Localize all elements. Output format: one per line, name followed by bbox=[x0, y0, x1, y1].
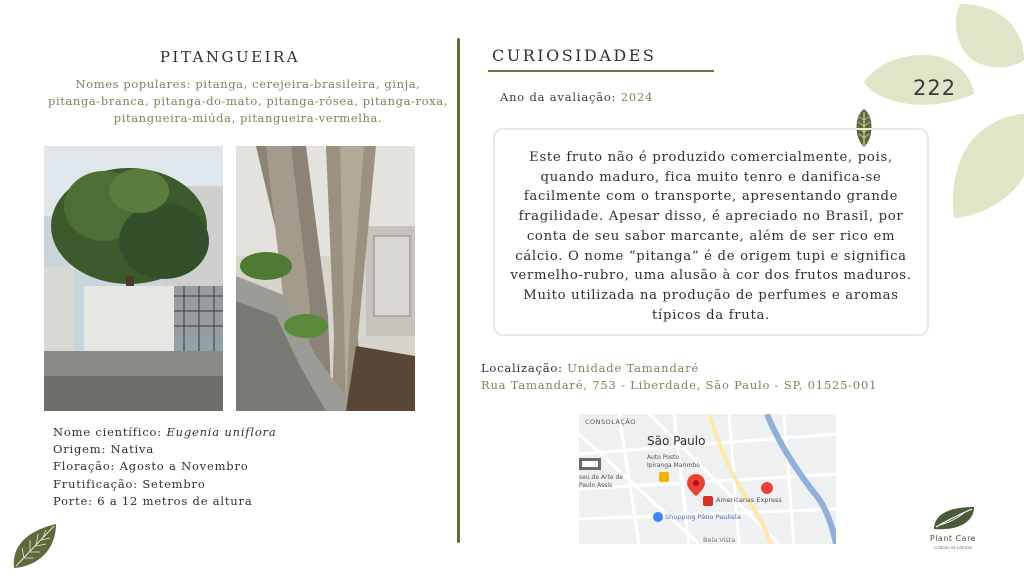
map-poi-museum-line1: seu de Arte de bbox=[579, 474, 623, 481]
map-poi-fuel bbox=[647, 454, 700, 470]
map-poi-fuel-line2: Ipiranga Marimbo bbox=[647, 462, 700, 469]
location-unit: Unidade Tamandaré bbox=[567, 361, 700, 375]
map-poi-museum bbox=[579, 474, 623, 490]
curiosities-text: Este fruto não é produzido comercialmente, pois, quando maduro, fica muito tenro e danifica-se facilmente com o transporte, apresentando grande fragilidade. Apesar disso, é apreciado no Brasil, por conta de seu sabor marcante, além de ser rico em cálcio. O nome “pitanga” é de origem tupi e significa vermelho-rubro, uma alusão à cor dos frutos maduros. Muito utilizada na produção de perfumes e aromas típicos da fruta. bbox=[510, 150, 912, 323]
location-address: Rua Tamandaré, 753 - Liberdade, São Paulo - SP, 01525-001 bbox=[481, 378, 878, 392]
trunk-photo bbox=[236, 146, 415, 411]
map-poi-neighborhood: Bela Vista bbox=[703, 536, 736, 544]
location-block bbox=[481, 360, 877, 394]
scientific-name-value: Eugenia uniflora bbox=[166, 425, 277, 439]
plant-title: PITANGUEIRA bbox=[159, 48, 301, 66]
evaluation-year-value: 2024 bbox=[620, 90, 654, 104]
scientific-name-row bbox=[53, 424, 277, 441]
map-poi-store: Americanas Express bbox=[716, 496, 782, 504]
location-line bbox=[481, 360, 877, 377]
logo-name: Plant Care bbox=[929, 534, 977, 543]
map-district-label: CONSOLAÇÃO bbox=[585, 418, 636, 426]
logo-tagline: cuidado de plantas bbox=[933, 545, 973, 550]
curiosities-heading: CURIOSIDADES bbox=[492, 46, 657, 65]
page-number-badge: 222 bbox=[913, 76, 957, 100]
location-label: Localização: bbox=[481, 361, 563, 375]
popular-names-value: pitanga, cerejeira-brasileira, ginja, pitanga-branca, pitanga-do-mato, pitanga-rósea, pitanga-roxa, pitangueira-miúda, pitangueira-vermelha. bbox=[48, 77, 448, 125]
size-row: Porte: 6 a 12 metros de altura bbox=[53, 493, 253, 508]
tree-photo bbox=[44, 146, 223, 411]
location-map[interactable] bbox=[579, 414, 836, 544]
plant-care-logo-icon bbox=[930, 503, 978, 533]
leaf-decoration-bottom-left bbox=[8, 520, 60, 572]
map-poi-shopping: Shopping Pátio Paulista bbox=[665, 513, 741, 521]
plant-facts bbox=[53, 424, 277, 510]
heading-underline bbox=[488, 70, 714, 72]
scientific-name-label: Nome científico: bbox=[53, 425, 162, 439]
evaluation-year-label: Ano da avaliação: bbox=[500, 90, 617, 104]
origin-row: Origem: Nativa bbox=[53, 442, 154, 457]
map-city-label: São Paulo bbox=[647, 434, 706, 448]
popular-names-label: Nomes populares: bbox=[75, 77, 192, 91]
map-poi-fuel-line1: Auto Posto bbox=[647, 454, 680, 461]
popular-names bbox=[48, 76, 448, 127]
evaluation-year bbox=[500, 90, 653, 104]
fruiting-row: Frutificação: Setembro bbox=[53, 476, 206, 491]
map-poi-museum-line2: Paulo Assis bbox=[579, 482, 613, 489]
flowering-row: Floração: Agosto a Novembro bbox=[53, 459, 249, 474]
curiosities-box bbox=[493, 128, 929, 336]
column-divider bbox=[457, 38, 460, 543]
